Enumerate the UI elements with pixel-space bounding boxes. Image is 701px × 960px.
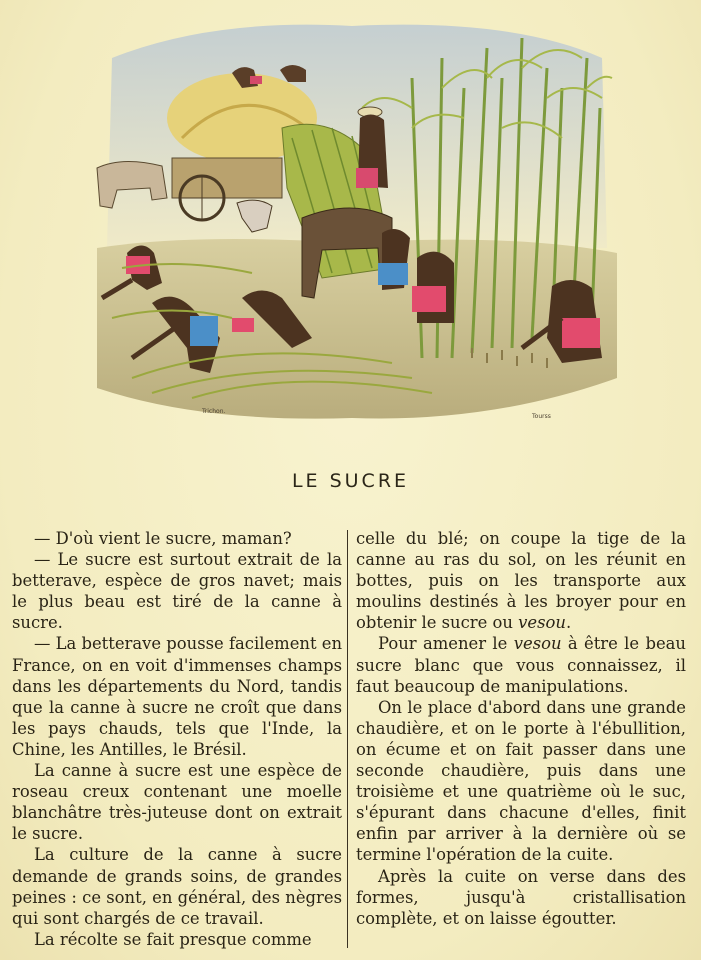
paragraph: On le place d'abord dans une grande chaudière, et on le porte à l'ébullition, on écume et on fait passer dans une seconde chaudière, puis dans une troisième et une quatrième où le suc, s'épurant dans chacune d'elles, finit enfin par arriver à la dernière où se termine l'opération de la cuite. (356, 697, 686, 865)
paragraph: Après la cuite on verse dans des formes, jusqu'à cristallisation complète, et on laisse égoutter. (356, 866, 686, 928)
paragraph: — La betterave pousse facilement en France, on en voit d'immenses champs dans les départements du Nord, tandis que la canne à sucre ne croît que dans les pays chauds, tels que l'Inde, la Chine, les Antilles, le Brésil. (12, 634, 343, 759)
paragraph: La culture de la canne à sucre demande de grands soins, de grandes peines : ce sont, en général, des nègres qui sont chargés de ce travail. (12, 845, 342, 928)
text-column-right (356, 528, 686, 929)
column-divider (347, 530, 348, 948)
svg-text:Tourss: Tourss (532, 413, 551, 420)
paragraph: celle du blé; on coupe la tige de la canne au ras du sol, on les réunit en bottes, puis on les transporte aux moulins destinés à les broyer pour en obtenir le sucre ou vesou. (356, 529, 686, 633)
sugar-cane-harvest-illustration (92, 18, 622, 438)
paragraph: — D'où vient le sucre, maman? (34, 529, 292, 548)
paragraph: Pour amener le vesou à être le beau sucre blanc que vous connaissez, il faut beaucoup de manipulations. (356, 634, 686, 696)
paragraph: La canne à sucre est une espèce de roseau creux contenant une moelle blanchâtre très-juteuse dont on extrait le sucre. (12, 761, 342, 844)
paragraph: La récolte se fait presque comme (34, 929, 312, 949)
page-title: LE SUCRE (291, 470, 410, 492)
text-column-left (12, 528, 342, 950)
paragraph: — Le sucre est surtout extrait de la betterave, espèce de gros navet; mais le plus beau est tiré de la canne à sucre. (12, 550, 342, 633)
svg-text:Trichon.: Trichon. (202, 408, 226, 415)
